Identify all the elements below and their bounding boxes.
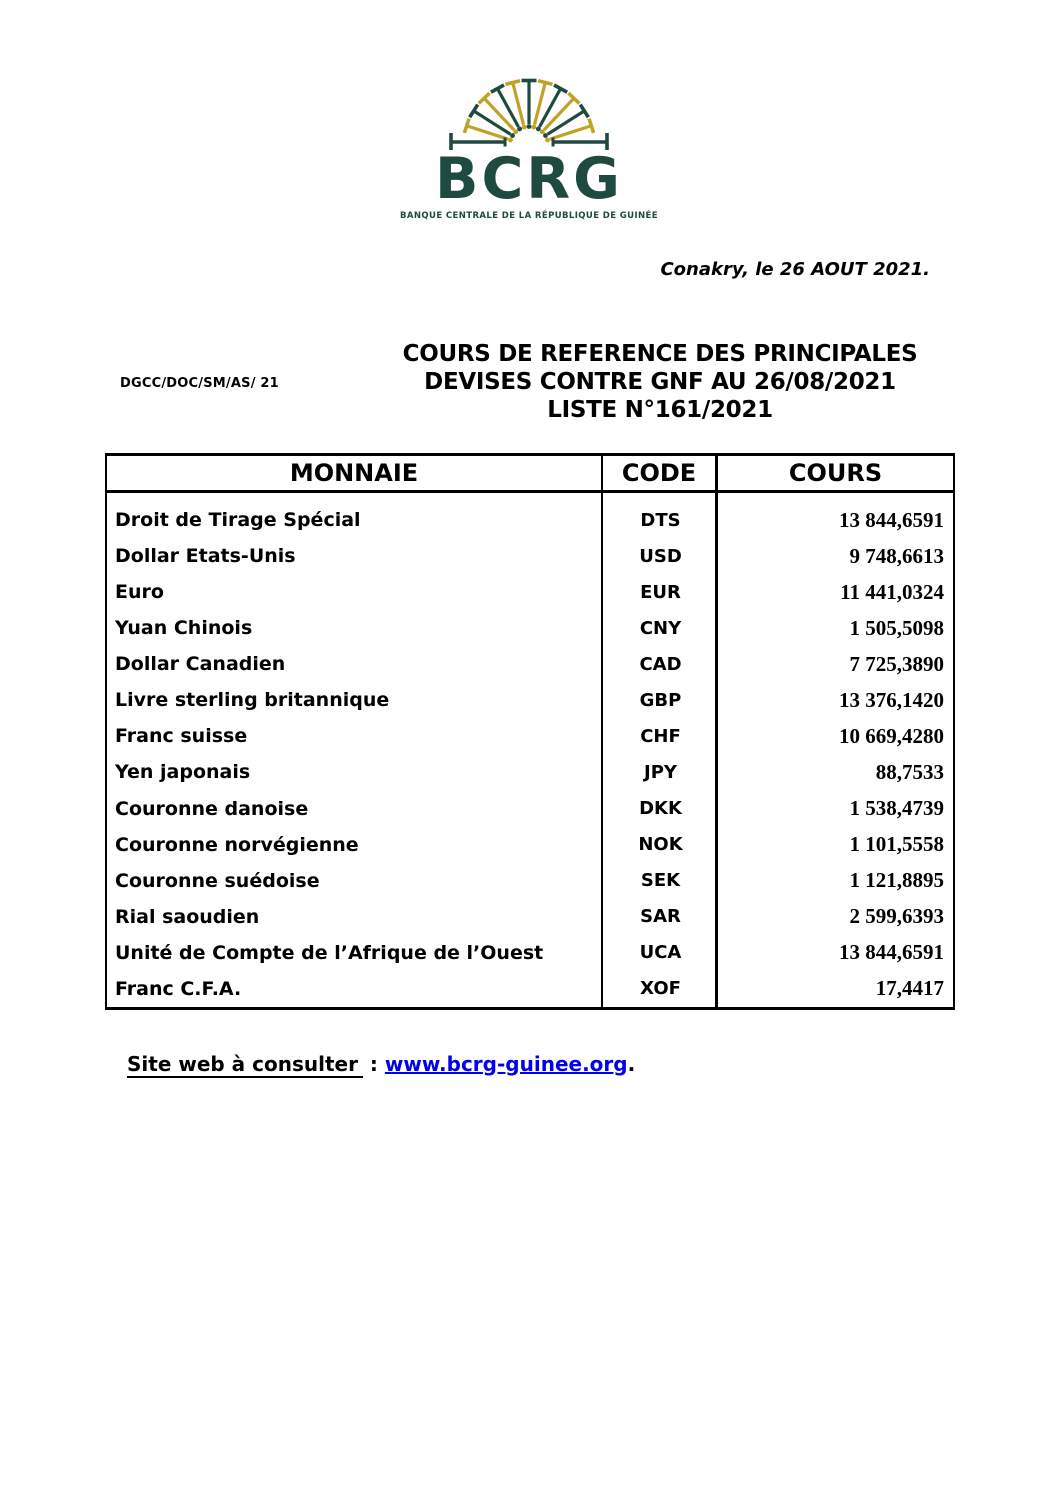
date-line: Conakry, le 26 AOUT 2021. bbox=[660, 259, 930, 280]
currency-code: CHF bbox=[640, 725, 681, 747]
currency-code: UCA bbox=[639, 942, 682, 964]
table-row bbox=[107, 574, 953, 610]
table-row bbox=[107, 935, 953, 971]
currency-name: Franc suisse bbox=[115, 725, 248, 748]
currency-rate: 17,4417 bbox=[875, 976, 944, 1001]
table-body bbox=[107, 493, 953, 1007]
currency-name: Droit de Tirage Spécial bbox=[115, 509, 361, 532]
currency-name: Livre sterling britannique bbox=[115, 689, 390, 712]
table-header-row bbox=[107, 456, 953, 493]
currency-code: SAR bbox=[640, 906, 681, 928]
table-row bbox=[107, 863, 953, 899]
table-row bbox=[107, 718, 953, 754]
column-divider bbox=[601, 493, 603, 1007]
header-code: CODE bbox=[603, 456, 718, 490]
bcrg-logo bbox=[319, 66, 739, 221]
website-period: . bbox=[627, 1052, 636, 1076]
table-row bbox=[107, 971, 953, 1007]
column-divider bbox=[715, 493, 718, 1007]
bcrg-website-link[interactable]: www.bcrg-guinee.org bbox=[384, 1052, 628, 1076]
title-line-2: DEVISES CONTRE GNF AU 26/08/2021 bbox=[424, 369, 896, 395]
table-row bbox=[107, 899, 953, 935]
currency-code: USD bbox=[639, 545, 682, 567]
table-row bbox=[107, 827, 953, 863]
currency-name: Yen japonais bbox=[115, 761, 251, 784]
currency-name: Couronne danoise bbox=[115, 797, 309, 820]
currency-rate: 9 748,6613 bbox=[849, 543, 944, 568]
website-colon: : bbox=[369, 1052, 378, 1076]
currency-rate: 11 441,0324 bbox=[840, 579, 944, 604]
header-monnaie: MONNAIE bbox=[107, 456, 603, 490]
logo-acronym: BCRG bbox=[435, 146, 623, 212]
table-row bbox=[107, 791, 953, 827]
currency-name: Yuan Chinois bbox=[115, 617, 253, 640]
currency-name: Couronne suédoise bbox=[115, 869, 320, 892]
currency-rate: 1 121,8895 bbox=[849, 868, 944, 893]
table-row bbox=[107, 538, 953, 574]
table-row bbox=[107, 646, 953, 682]
currency-name: Dollar Canadien bbox=[115, 653, 286, 676]
title-line-1: COURS DE REFERENCE DES PRINCIPALES bbox=[402, 341, 918, 367]
exchange-rates-table bbox=[105, 453, 955, 1010]
table-row bbox=[107, 502, 953, 538]
currency-code: CNY bbox=[639, 617, 682, 639]
currency-code: CAD bbox=[639, 653, 682, 675]
currency-code: DTS bbox=[640, 509, 681, 531]
currency-name: Rial saoudien bbox=[115, 905, 260, 928]
currency-rate: 13 844,6591 bbox=[839, 507, 944, 532]
document-title bbox=[284, 340, 1036, 424]
currency-name: Franc C.F.A. bbox=[115, 977, 242, 1000]
header-cours: COURS bbox=[788, 459, 883, 487]
currency-rate: 2 599,6393 bbox=[849, 904, 944, 929]
currency-code: JPY bbox=[644, 761, 677, 783]
currency-rate: 10 669,4280 bbox=[839, 723, 944, 748]
currency-rate: 88,7533 bbox=[875, 759, 944, 784]
currency-rate: 13 376,1420 bbox=[839, 687, 944, 712]
bcrg-sunburst-icon bbox=[444, 66, 614, 150]
table-row bbox=[107, 610, 953, 646]
reference-code: DGCC/DOC/SM/AS/ 21 bbox=[120, 376, 279, 391]
website-note bbox=[127, 1052, 635, 1076]
currency-code: NOK bbox=[638, 834, 683, 856]
currency-name: Euro bbox=[115, 581, 164, 604]
currency-code: GBP bbox=[639, 689, 682, 711]
table-row bbox=[107, 682, 953, 718]
currency-code: XOF bbox=[640, 978, 681, 1000]
currency-code: DKK bbox=[639, 798, 682, 820]
currency-rate: 13 844,6591 bbox=[839, 940, 944, 965]
currency-rate: 1 101,5558 bbox=[849, 832, 944, 857]
table-row bbox=[107, 754, 953, 790]
website-label: Site web à consulter bbox=[127, 1052, 363, 1078]
title-line-3: LISTE N°161/2021 bbox=[547, 397, 773, 423]
currency-rate: 1 538,4739 bbox=[849, 796, 944, 821]
logo-tagline: BANQUE CENTRALE DE LA RÉPUBLIQUE DE GUINÉE bbox=[400, 211, 658, 221]
currency-code: SEK bbox=[640, 870, 681, 892]
currency-rate: 7 725,3890 bbox=[849, 651, 944, 676]
currency-code: EUR bbox=[640, 581, 681, 603]
currency-name: Unité de Compte de l’Afrique de l’Ouest bbox=[115, 941, 544, 964]
currency-name: Dollar Etats-Unis bbox=[115, 545, 296, 568]
currency-name: Couronne norvégienne bbox=[115, 833, 359, 856]
currency-rate: 1 505,5098 bbox=[849, 615, 944, 640]
